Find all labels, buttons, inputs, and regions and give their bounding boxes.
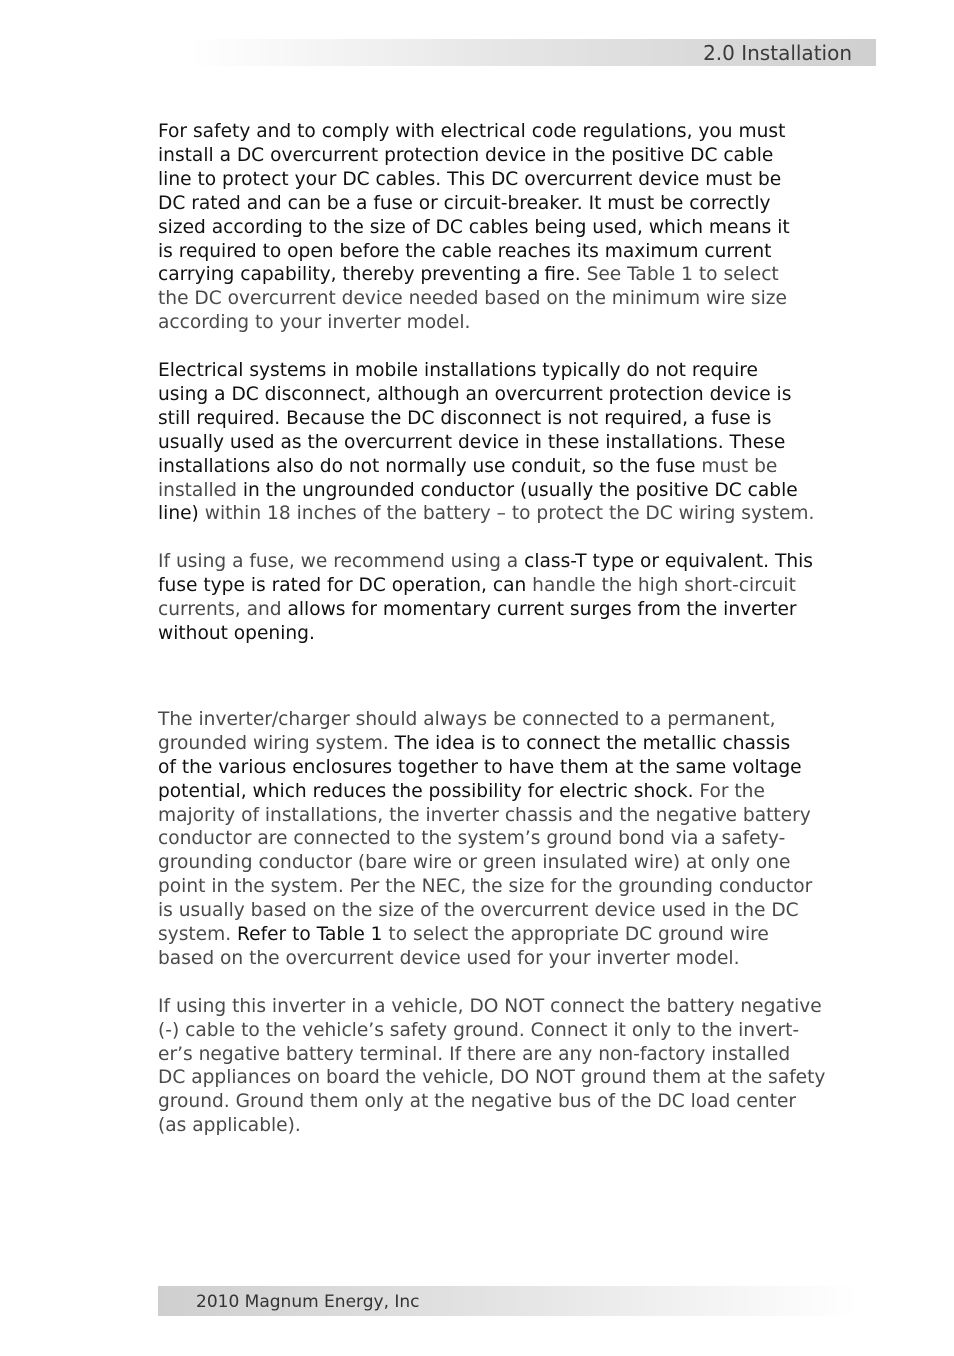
text-line: DC appliances on board the vehicle, DO NOT ground them at the safety bbox=[158, 1067, 826, 1089]
text-line: of the various enclosures together to have them at the same voltage bbox=[158, 756, 802, 778]
text-line: system. Refer to Table 1 to select the appropriate DC ground wire bbox=[158, 924, 769, 946]
text-line: (as applicable). bbox=[158, 1115, 301, 1137]
text-line: grounded wiring system. The idea is to connect the metallic chassis bbox=[158, 732, 791, 754]
text-line: still required. Because the DC disconnect is not required, a fuse is bbox=[158, 407, 772, 429]
text-line: carrying capability, thereby preventing a fire. See Table 1 to select bbox=[158, 264, 779, 286]
text-line: line to protect your DC cables. This DC overcurrent device must be bbox=[158, 168, 782, 190]
text-line: majority of installations, the inverter chassis and the negative battery bbox=[158, 804, 811, 826]
text-line: based on the overcurrent device used for your inverter model. bbox=[158, 947, 740, 969]
paragraph-spacer bbox=[158, 526, 878, 550]
text-line: install a DC overcurrent protection device in the positive DC cable bbox=[158, 144, 774, 166]
text-line: conductor are connected to the system’s ground bond via a safety- bbox=[158, 828, 786, 850]
paragraph-vehicle-ground bbox=[158, 995, 878, 1138]
text-line: grounding conductor (bare wire or green insulated wire) at only one bbox=[158, 852, 791, 874]
paragraph-mobile-installations bbox=[158, 359, 878, 526]
text-line: is required to open before the cable reaches its maximum current bbox=[158, 240, 772, 262]
paragraph-spacer bbox=[158, 335, 878, 359]
text-line: ground. Ground them only at the negative bus of the DC load center bbox=[158, 1091, 797, 1113]
paragraph-spacer bbox=[158, 971, 878, 995]
text-line: using a DC disconnect, although an overcurrent protection device is bbox=[158, 383, 792, 405]
paragraph-fuse-type bbox=[158, 550, 878, 646]
header-bar bbox=[190, 39, 876, 66]
text-line: the DC overcurrent device needed based on the minimum wire size bbox=[158, 288, 787, 310]
document-body bbox=[158, 120, 878, 1138]
footer-copyright: 2010 Magnum Energy, Inc bbox=[196, 1292, 420, 1312]
footer-bar bbox=[158, 1286, 858, 1316]
text-line: is usually based on the size of the overcurrent device used in the DC bbox=[158, 900, 799, 922]
text-line: For safety and to comply with electrical code regulations, you must bbox=[158, 121, 786, 142]
text-line: sized according to the size of DC cables being used, which means it bbox=[158, 216, 790, 238]
text-line: line) within 18 inches of the battery – to protect the DC wiring system. bbox=[158, 503, 815, 525]
text-line: point in the system. Per the NEC, the size for the grounding conductor bbox=[158, 876, 813, 898]
text-line: installations also do not normally use conduit, so the fuse must be bbox=[158, 455, 778, 477]
text-line: potential, which reduces the possibility for electric shock. For the bbox=[158, 780, 765, 802]
text-line: according to your inverter model. bbox=[158, 312, 471, 334]
text-line: installed in the ungrounded conductor (usually the positive DC cable bbox=[158, 479, 798, 501]
text-line: usually used as the overcurrent device in these installations. These bbox=[158, 431, 786, 453]
text-line: Electrical systems in mobile installations typically do not require bbox=[158, 360, 758, 382]
text-line: If using a fuse, we recommend using a class-T type or equivalent. This bbox=[158, 551, 813, 573]
text-line: er’s negative battery terminal. If there are any non-factory installed bbox=[158, 1043, 791, 1065]
text-line: The inverter/charger should always be connected to a permanent, bbox=[158, 708, 776, 730]
paragraph-grounding bbox=[158, 708, 878, 971]
text-line: fuse type is rated for DC operation, can handle the high short-circuit bbox=[158, 575, 796, 597]
text-line: If using this inverter in a vehicle, DO NOT connect the battery negative bbox=[158, 995, 822, 1017]
section-title: 2.0 Installation bbox=[703, 41, 852, 65]
text-line: without opening. bbox=[158, 623, 315, 644]
paragraph-dc-overcurrent bbox=[158, 120, 878, 335]
section-spacer bbox=[158, 646, 878, 708]
text-line: currents, and allows for momentary current surges from the inverter bbox=[158, 599, 797, 621]
text-line: (-) cable to the vehicle’s safety ground. Connect it only to the invert- bbox=[158, 1019, 800, 1041]
text-line: DC rated and can be a fuse or circuit-breaker. It must be correctly bbox=[158, 192, 771, 214]
